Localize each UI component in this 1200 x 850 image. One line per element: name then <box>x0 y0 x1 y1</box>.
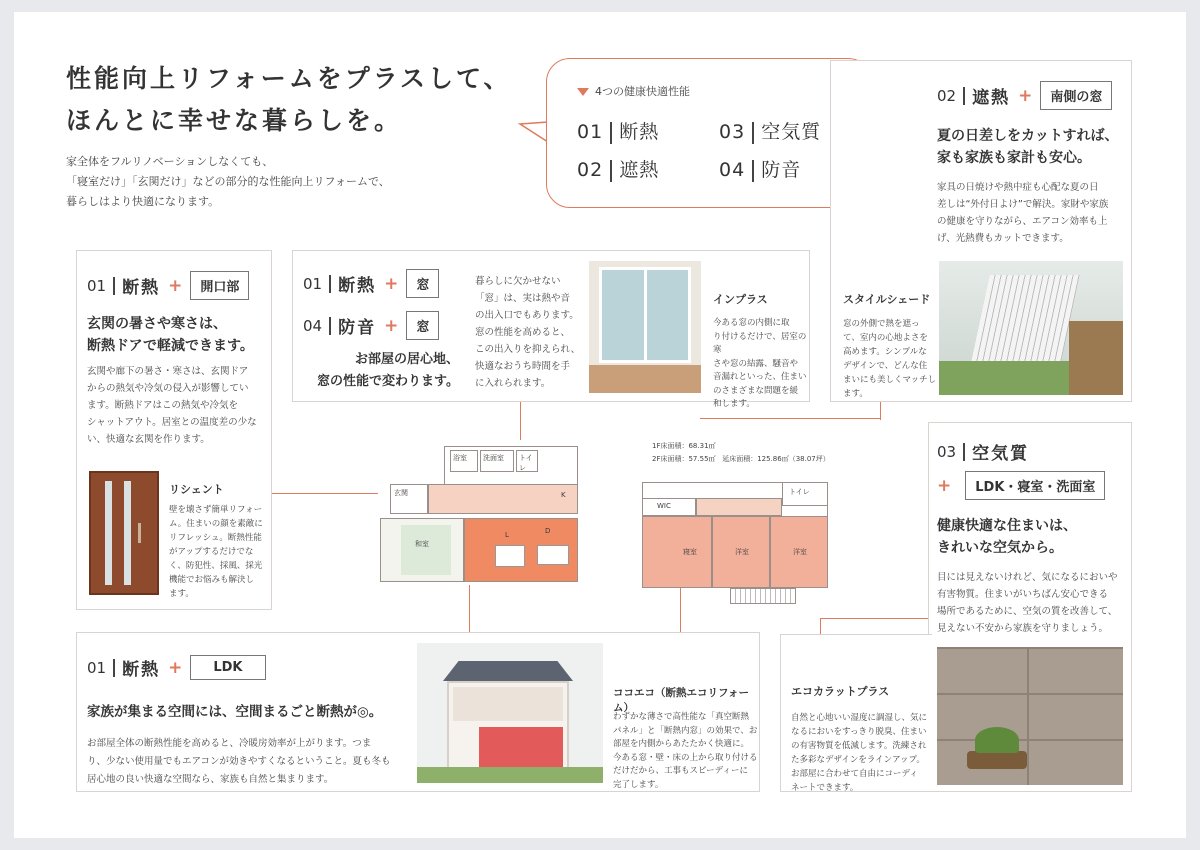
tag-label: LDK・寝室・洗面室 <box>965 471 1105 500</box>
card-body: 暮らしに欠かせない 「窓」は、実は熱や音 の出入口でもあります。 窓の性能を高めると、 この出入りを抑えられ、 快適なおうち時間を手 に入れられます。 <box>475 276 581 389</box>
perf-item: 01 断熱 <box>577 121 660 143</box>
tag-label: 南側の窓 <box>1040 81 1112 110</box>
perf-item: 03 空気質 <box>719 121 822 143</box>
card-lead: 夏の日差しをカットすれば、 家も家族も家計も安心。 <box>937 128 1119 166</box>
room-youshitsu2: 洋室 <box>770 516 828 588</box>
entrance-card <box>76 250 272 610</box>
card-header: 04 防音 + 窓 <box>303 311 439 340</box>
shade-image <box>939 261 1123 395</box>
triangle-down-icon <box>577 88 589 96</box>
card-body: 目には見えないけれど、気になるにおいや 有害物質。住まいがいちばん安心できる 場所であるために、空気の質を改善して、 見えない不安から家族を守りましょう。 <box>937 572 1118 634</box>
bubble-label <box>577 83 690 99</box>
connector-line <box>469 585 470 633</box>
area-total: 延床面積：125.86㎡（38.07坪） <box>722 455 830 463</box>
card-header: 01 断熱 + 窓 <box>303 269 439 298</box>
product-body: 窓の外側で熱を遮っ て、室内の心地よさを 高めます。シンプルな デザインで、どんな住 まいにも美しくマッチし ます。 <box>843 319 937 399</box>
intro-line1: 家全体をフルリノベーションしなくても、 <box>66 155 274 168</box>
card-header: 02 遮熱 + 南側の窓 <box>937 81 1112 110</box>
product-name: スタイルシェード <box>843 293 931 306</box>
tag-label: 開口部 <box>190 271 249 300</box>
page-title-line1: 性能向上リフォームをプラスして、 <box>66 64 512 93</box>
perf-item: 02 遮熱 <box>577 159 660 181</box>
room-entrance: 玄関 <box>390 484 428 514</box>
product-name: ココエコ（断熱エコリフォーム） <box>613 687 749 714</box>
floorplan-1f <box>372 440 582 588</box>
ecocarat-card <box>780 634 932 792</box>
area-2f: 2F床面積：57.55㎡ <box>652 455 716 463</box>
card-lead: 家族が集まる空間には、空間まるごと断熱が◎。 <box>87 704 383 720</box>
card-lead: お部屋の居心地、 窓の性能で変わります。 <box>317 352 459 389</box>
room-wash: 洗面室 <box>480 450 514 472</box>
room-toilet-2f: トイレ <box>782 482 828 506</box>
product-name: リシェント <box>169 483 224 496</box>
card-body: 玄関や廊下の暑さ・寒さは、玄関ドア からの熱気や冷気の侵入が影響してい ます。断熱ドアはこの熱気や冷気を シャットアウト。居室との温度差の少な い、快適な玄関を作ります。 <box>87 366 257 445</box>
room-bath: 浴室 <box>450 450 478 472</box>
window-image <box>589 261 701 393</box>
room-ldk: L D K <box>464 518 578 582</box>
room-wic: WIC <box>642 498 696 516</box>
card-lead: 健康快適な住まいは、 きれいな空気から。 <box>937 518 1077 556</box>
room-bedroom: 寝室 <box>642 516 712 588</box>
bubble-label-text: 4つの健康快適性能 <box>595 85 690 98</box>
perf-item: 04 防音 <box>719 159 802 181</box>
product-body: わずかな薄さで高性能な「真空断熱 パネル」と「断熱内窓」の効果で、お 部屋を内側からあたたかく快適に。 今ある窓・壁・床の上から取り付ける だけだから、工事もスピーディーに 完了します。 <box>613 712 758 790</box>
shade-card <box>830 60 1132 402</box>
connector-line <box>820 618 821 634</box>
product-name: インプラス <box>713 293 768 306</box>
floorplan-2f <box>636 478 832 610</box>
product-body: 自然と心地いい湿度に調湿し、気に なるにおいをすっきり脱臭、住まい の有害物質を低減します。洗練され た多彩なデザインをラインアップ。 お部屋に合わせて自由にコーディ ネートできます。 <box>791 713 928 793</box>
tag-label: 窓 <box>406 311 439 340</box>
card-header: 01 断熱 + 開口部 <box>87 271 249 300</box>
card-header: + LDK・寝室・洗面室 <box>937 471 1105 500</box>
product-name: エコカラットプラス <box>791 685 890 698</box>
page-title-line2: ほんとに幸せな暮らしを。 <box>66 106 403 135</box>
product-body: 今ある窓の内側に取 り付けるだけで、居室の寒 さや窓の結露、騒音や 音漏れといった、住まい のさまざまな問題を緩 和します。 <box>713 318 807 409</box>
air-quality-card <box>928 422 1132 792</box>
area-1f: 1F床面積：68.31㎡ <box>652 442 716 450</box>
card-body: 家具の日焼けや熱中症も心配な夏の日 差しは“外付日よけ”で解決。家財や家族 の健康を守りながら、エアコン効率も上 げ、光熱費もカットできます。 <box>937 182 1109 244</box>
room-youshitsu1: 洋室 <box>712 516 770 588</box>
floor-area-text <box>652 440 830 466</box>
connector-line <box>700 418 880 419</box>
room-washitsu: 和室 <box>380 518 464 582</box>
health-performance-bubble <box>546 58 872 208</box>
intro-text <box>66 152 390 212</box>
tag-label: 窓 <box>406 269 439 298</box>
tag-label: LDK <box>190 655 265 680</box>
card-lead: 玄関の暑さや寒さは、 断熱ドアで軽減できます。 <box>87 316 254 354</box>
connector-line <box>820 618 930 619</box>
card-header: 03 空気質 <box>937 442 1030 464</box>
door-image <box>89 471 159 595</box>
intro-line3: 暮らしはより快適になります。 <box>66 195 220 208</box>
window-card <box>292 250 810 409</box>
card-header: 01 断熱 + LDK <box>87 655 266 680</box>
intro-line2: 「寝室だけ」「玄関だけ」などの部分的な性能向上リフォームで、 <box>66 175 390 188</box>
connector-line <box>880 402 881 420</box>
connector-line <box>258 493 378 494</box>
card-body: お部屋全体の断熱性能を高めると、冷暖房効率が上がります。つま り、少ない使用量でもエアコンが効きやすくなるということ。夏も冬も 居心地の良い快適な空間なら、家族も自然と集まります。 <box>87 738 391 785</box>
room-toilet: トイレ <box>516 450 538 472</box>
ldk-card <box>76 632 760 792</box>
product-body: 壁を壊さず簡単リフォー ム。住まいの顔を素敵に リフレッシュ。断熱性能 がアップするだけでな く、防犯性、採風、採光 機能でお悩みも解決し ます。 <box>169 505 263 599</box>
page-title <box>66 58 512 142</box>
house-cutaway-image <box>417 643 603 783</box>
wall-tile-image <box>937 647 1123 785</box>
connector-line <box>520 402 521 440</box>
